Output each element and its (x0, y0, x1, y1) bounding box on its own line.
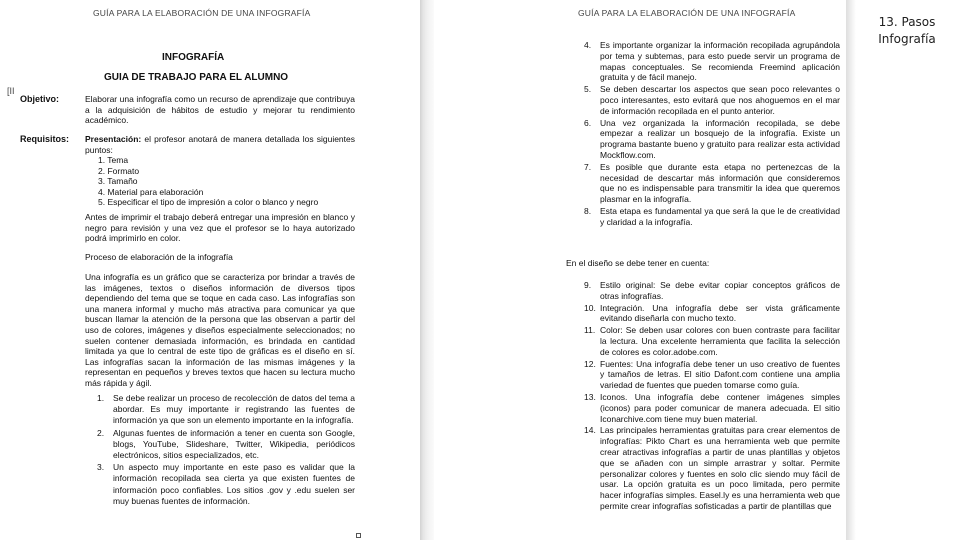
step-item (584, 118, 840, 161)
step-text: Estilo original: Se debe evitar copiar conceptos gráficos de otras infografías. (600, 280, 840, 301)
step-text: Algunas fuentes de información a tener en cuenta son Google, blogs, YouTube, Slideshare, Twitter, Wikipedia, periódicos electrónicos, sitios especializados, etc. (113, 427, 355, 461)
step-text: Una vez organizada la información recopilada, se debe empezar a realizar un bosquejo de la infografía. Existe un programa bastante bueno y gratuito para realizar esta actividad Mockflow.com. (600, 117, 840, 160)
page-corner-marker (356, 533, 361, 538)
requirement-item: 1. Tema (98, 155, 129, 165)
slide-title-line2: Infografía (878, 32, 936, 46)
running-head-left: GUÍA PARA LA ELABORACIÓN DE UNA INFOGRAFÍA (93, 8, 311, 18)
step-number: 2. (97, 427, 105, 438)
step-number: 6. (584, 117, 592, 128)
step-number: 7. (584, 161, 592, 172)
requirement-item: 5. Especificar el tipo de impresión a color o blanco y negro (98, 197, 319, 208)
step-text: Fuentes: Una infografía debe tener un uso creativo de fuentes y tamaños de letras. El sitio Dafont.com contiene una amplia variedad de fuentes que pueden tomarse como guía. (600, 358, 840, 391)
step-number: 5. (584, 84, 592, 95)
steps-list-right-a (584, 40, 840, 229)
before-print-paragraph: Antes de imprimir el trabajo deberá entregar una impresión en blanco y negro para revisión y una vez que el profesor se lo haya autorizado podrá imprimirlo en color. (85, 212, 355, 244)
steps-list-left (97, 393, 355, 508)
requirement-item: 3. Tamaño (98, 176, 138, 187)
step-item (584, 359, 840, 391)
step-number: 9. (584, 280, 592, 290)
step-number: 13. (584, 391, 596, 402)
step-number: 10. (584, 302, 596, 313)
requirement-item: 2. Formato (98, 165, 140, 176)
step-number: 4. (584, 40, 592, 50)
margin-mark: [II (7, 86, 15, 96)
steps-list-right-b (584, 280, 840, 513)
step-number: 1. (97, 393, 105, 403)
requirements-list (98, 155, 318, 208)
step-number: 11. (584, 325, 596, 336)
step-item (584, 84, 840, 116)
document-title: INFOGRAFÍA (162, 52, 225, 63)
step-item (97, 393, 355, 427)
slide-title (866, 14, 948, 48)
step-item (584, 392, 840, 424)
page-shadow (846, 0, 856, 540)
objective-label: Objetivo: (20, 94, 60, 104)
step-item (584, 280, 840, 302)
document-page-left (0, 0, 420, 540)
document-page-right (434, 0, 846, 540)
step-text: Se deben descartar los aspectos que sean poco relevantes o poco interesantes, esto evitará que nos ahoguemos en el mar de información recopilada en el punto anterior. (600, 84, 840, 116)
step-text: Las principales herramientas gratuitas para crear elementos de infografías: Pikto Chart es una herramienta web que permite crear atractivas infografías a partir de unas plantillas y objetos que se añaden con un simple arrastrar y soltar. Permite personalizar colores y fuentes en solo clic siendo muy fácil de usar. La opción gratuita es un poco limitada, pero permite hacer infografías simples. Easel.ly es una herramienta web que permite crear infografías sofisticadas a partir de plantillas que (600, 425, 840, 511)
step-item (584, 40, 840, 83)
step-text: Se debe realizar un proceso de recolección de datos del tema a abordar. Es muy importante ir registrando las fuentes de información ya que son un elemento importante en la infografía. (113, 393, 355, 426)
step-text: Color: Se deben usar colores con buen contraste para facilitar la lectura. Una excelente herramienta que facilita la selección de colores es color.adobe.com. (600, 325, 840, 357)
objective-text: Elaborar una infografía como un recurso de aprendizaje que contribuya a la adquisición de hábitos de estudio y mejorar tu rendimiento académico. (85, 94, 355, 126)
step-item (584, 303, 840, 325)
step-number: 3. (97, 462, 105, 473)
step-item (584, 325, 840, 357)
step-text: Un aspecto muy importante en este paso es validar que la información recopilada sea cierta ya que existen fuentes de información poco confiables. Los sitios .gov y .edu suelen ser muy buenas fuentes de información. (113, 462, 355, 506)
requirements-label: Requisitos: (20, 134, 70, 144)
step-text: Integración. Una infografía debe ser vista gráficamente evitando diseñarla con mucho texto. (600, 302, 840, 324)
step-item (584, 206, 840, 228)
running-head-right: GUÍA PARA LA ELABORACIÓN DE UNA INFOGRAFÍA (578, 8, 796, 18)
slide-title-line1: 13. Pasos (878, 15, 936, 29)
step-number: 12. (584, 358, 596, 369)
step-text: Esta etapa es fundamental ya que será la que le de creatividad y claridad a la infografía. (600, 205, 840, 227)
step-item (97, 428, 355, 462)
step-number: 8. (584, 205, 592, 216)
process-heading: Proceso de elaboración de la infografía (85, 252, 233, 262)
document-subtitle: GUIA DE TRABAJO PARA EL ALUMNO (104, 72, 289, 83)
step-text: Iconos. Una infografía debe contener imágenes simples (iconos) para poder comunicar de manera adecuada. El sitio Iconarchive.com tiene muy buen material. (600, 391, 840, 424)
page-gutter (420, 0, 434, 540)
step-number: 14. (584, 425, 596, 436)
requirement-item: 4. Material para elaboración (98, 186, 204, 197)
step-text: Es posible que durante esta etapa no pertenezcas de la necesidad de descartar más información que consideremos que no es indispensable para transmitir la idea que queremos plasmar en la infografía. (600, 161, 840, 205)
step-item (584, 425, 840, 511)
step-text: Es importante organizar la información recopilada agrupándola por tema y subtemas, para esto puede servir un programa de mapas conceptuales. Se recomienda Freemind aplicación gratuita y de fácil manejo. (600, 40, 840, 83)
step-item (97, 462, 355, 507)
requirements-lead: Presentación: (85, 134, 142, 144)
requirements-text (85, 134, 355, 155)
infographic-definition: Una infografía es un gráfico que se caracteriza por brindar a través de las imágenes, textos o diseños información de diversos tipos dependiendo del tema que se toque en cada caso. Las infografías son una manera informal y mucho más atractiva para comunicar ya que buscan llamar la atención de la persona que las observan a partir del uso de colores, imágenes y diseños especialmente seleccionados; no suelen contener demasiada información, es brindada en cantidad limitada ya que lo central de este tipo de gráficas es el diseño en sí. Las infografías sacan la información de las mismas imágenes y la representan en pequeños y breves textos que hacen su lectura mucho más rápida y ágil. (85, 272, 355, 388)
step-item (584, 162, 840, 205)
requirements-body: el profesor anotará de manera detallada los siguientes puntos: (85, 134, 355, 155)
design-heading: En el diseño se debe tener en cuenta: (566, 258, 710, 268)
